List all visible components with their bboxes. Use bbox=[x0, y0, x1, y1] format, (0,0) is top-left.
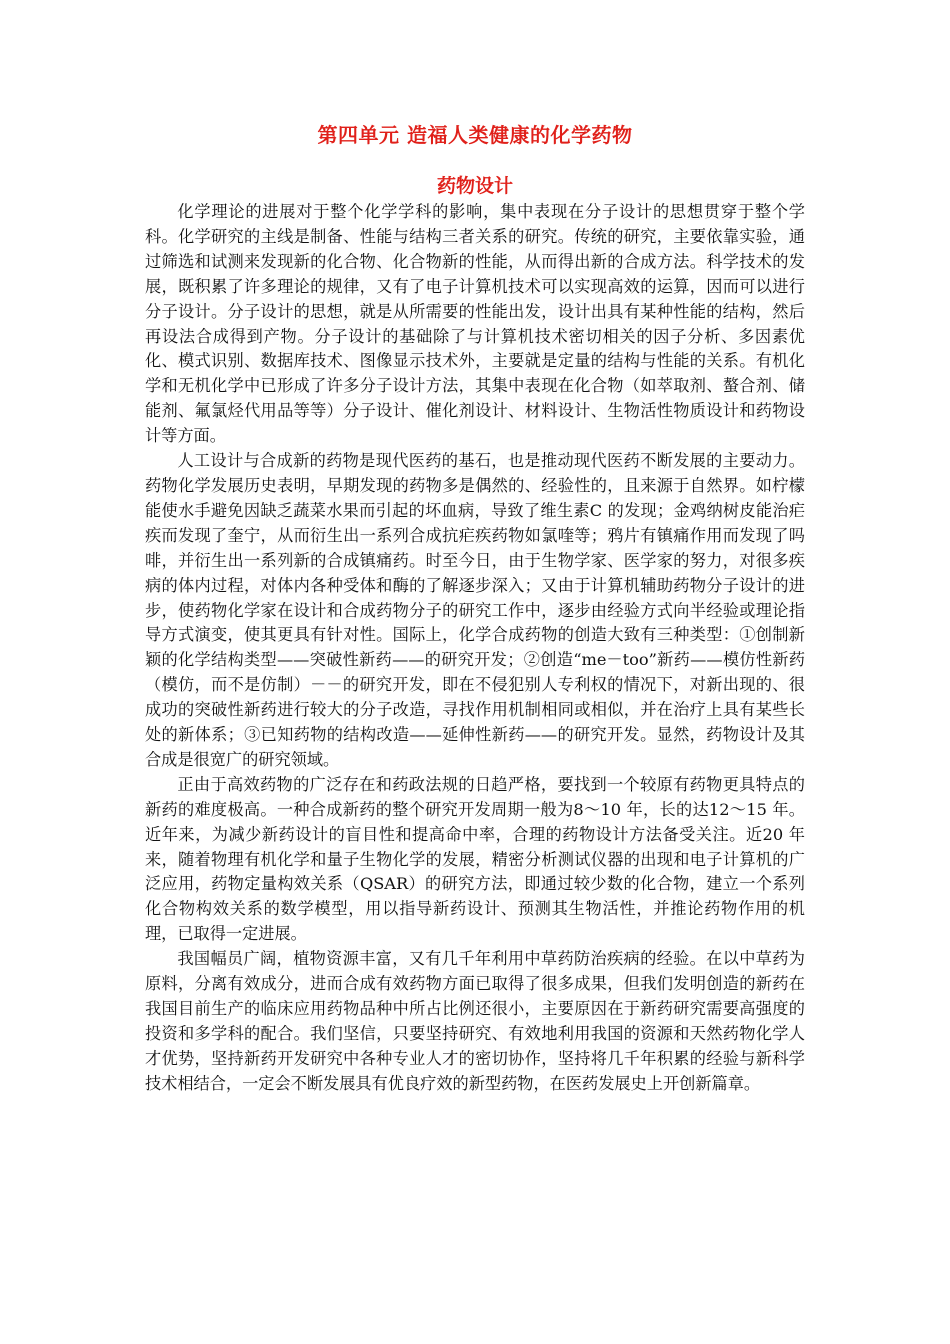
paragraph-1: 化学理论的进展对于整个化学学科的影响，集中表现在分子设计的思想贯穿于整个学科。化学研究的主线是制备、性能与结构三者关系的研究。传统的研究，主要依靠实验，通过筛选和试测来发现新的化合物、化合物新的性能，从而得出新的合成方法。科学技术的发展，既积累了许多理论的规律，又有了电子计算机技术可以实现高效的运算，因而可以进行分子设计。分子设计的思想，就是从所需要的性能出发，设计出具有某种性能的结构，然后再设法合成得到产物。分子设计的基础除了与计算机技术密切相关的因子分析、多因素优化、模式识别、数据库技术、图像显示技术外，主要就是定量的结构与性能的关系。有机化学和无机化学中已形成了许多分子设计方法，其集中表现在化合物（如萃取剂、螯合剂、储能剂、氟氯烃代用品等等）分子设计、催化剂设计、材料设计、生物活性物质设计和药物设计等方面。 bbox=[145, 202, 805, 446]
page-title: 第四单元 造福人类健康的化学药物 bbox=[317, 123, 633, 147]
paragraph-4: 我国幅员广阔，植物资源丰富，又有几千年利用中草药防治疾病的经验。在以中草药为原料，分离有效成分，进而合成有效药物方面已取得了很多成果，但我们发明创造的新药在我国目前生产的临床应用药物品种中所占比例还很小，主要原因在于新药研究需要高强度的投资和多学科的配合。我们坚信，只要坚持研究、有效地利用我国的资源和天然药物化学人才优势，坚持新药开发研究中各种专业人才的密切协作，坚持将几千年积累的经验与新科学技术相结合，一定会不断发展具有优良疗效的新型药物，在医药发展史上开创新篇章。 bbox=[145, 949, 805, 1093]
paragraph-2: 人工设计与合成新的药物是现代医药的基石，也是推动现代医药不断发展的主要动力。药物化学发展历史表明，早期发现的药物多是偶然的、经验性的，且来源于自然界。如柠檬能使水手避免因缺乏蔬菜水果而引起的坏血病，导致了维生素C 的发现；金鸡纳树皮能治疟疾而发现了奎宁，从而衍生出一系列合成抗疟疾药物如氯喹等；鸦片有镇痛作用而发现了吗啡，并衍生出一系列新的合成镇痛药。时至今日，由于生物学家、医学家的努力，对很多疾病的体内过程，对体内各种受体和酶的了解逐步深入；又由于计算机辅助药物分子设计的进步，使药物化学家在设计和合成药物分子的研究工作中，逐步由经验方式向半经验或理论指导方式演变，使其更具有针对性。国际上，化学合成药物的创造大致有三种类型：①创制新颖的化学结构类型——突破性新药——的研究开发；②创造“me－too”新药——模仿性新药（模仿，而不是仿制）－－的研究开发，即在不侵犯别人专利权的情况下，对新出现的、很成功的突破性新药进行较大的分子改造，寻找作用机制相同或相似，并在治疗上具有某些长处的新体系；③已知药物的结构改造——延伸性新药——的研究开发。显然，药物设计及其合成是很宽广的研究领域。 bbox=[145, 451, 805, 769]
paragraph-3: 正由于高效药物的广泛存在和药政法规的日趋严格，要找到一个较原有药物更具特点的新药的难度极高。一种合成新药的整个研究开发周期一般为8～10 年，长的达12～15 年。近年来，为减少新药设计的盲目性和提高命中率，合理的药物设计方法备受关注。近20 年来，随着物理有机化学和量子生物化学的发展，精密分析测试仪器的出现和电子计算机的广泛应用，药物定量构效关系（QSAR）的研究方法，即通过较少数的化合物，建立一个系列化合物构效关系的数学模型，用以指导新药设计、预测其生物活性，并推论药物作用的机理，已取得一定进展。 bbox=[145, 774, 805, 944]
document-page bbox=[145, 118, 805, 1097]
section-title: 药物设计 bbox=[436, 175, 513, 197]
